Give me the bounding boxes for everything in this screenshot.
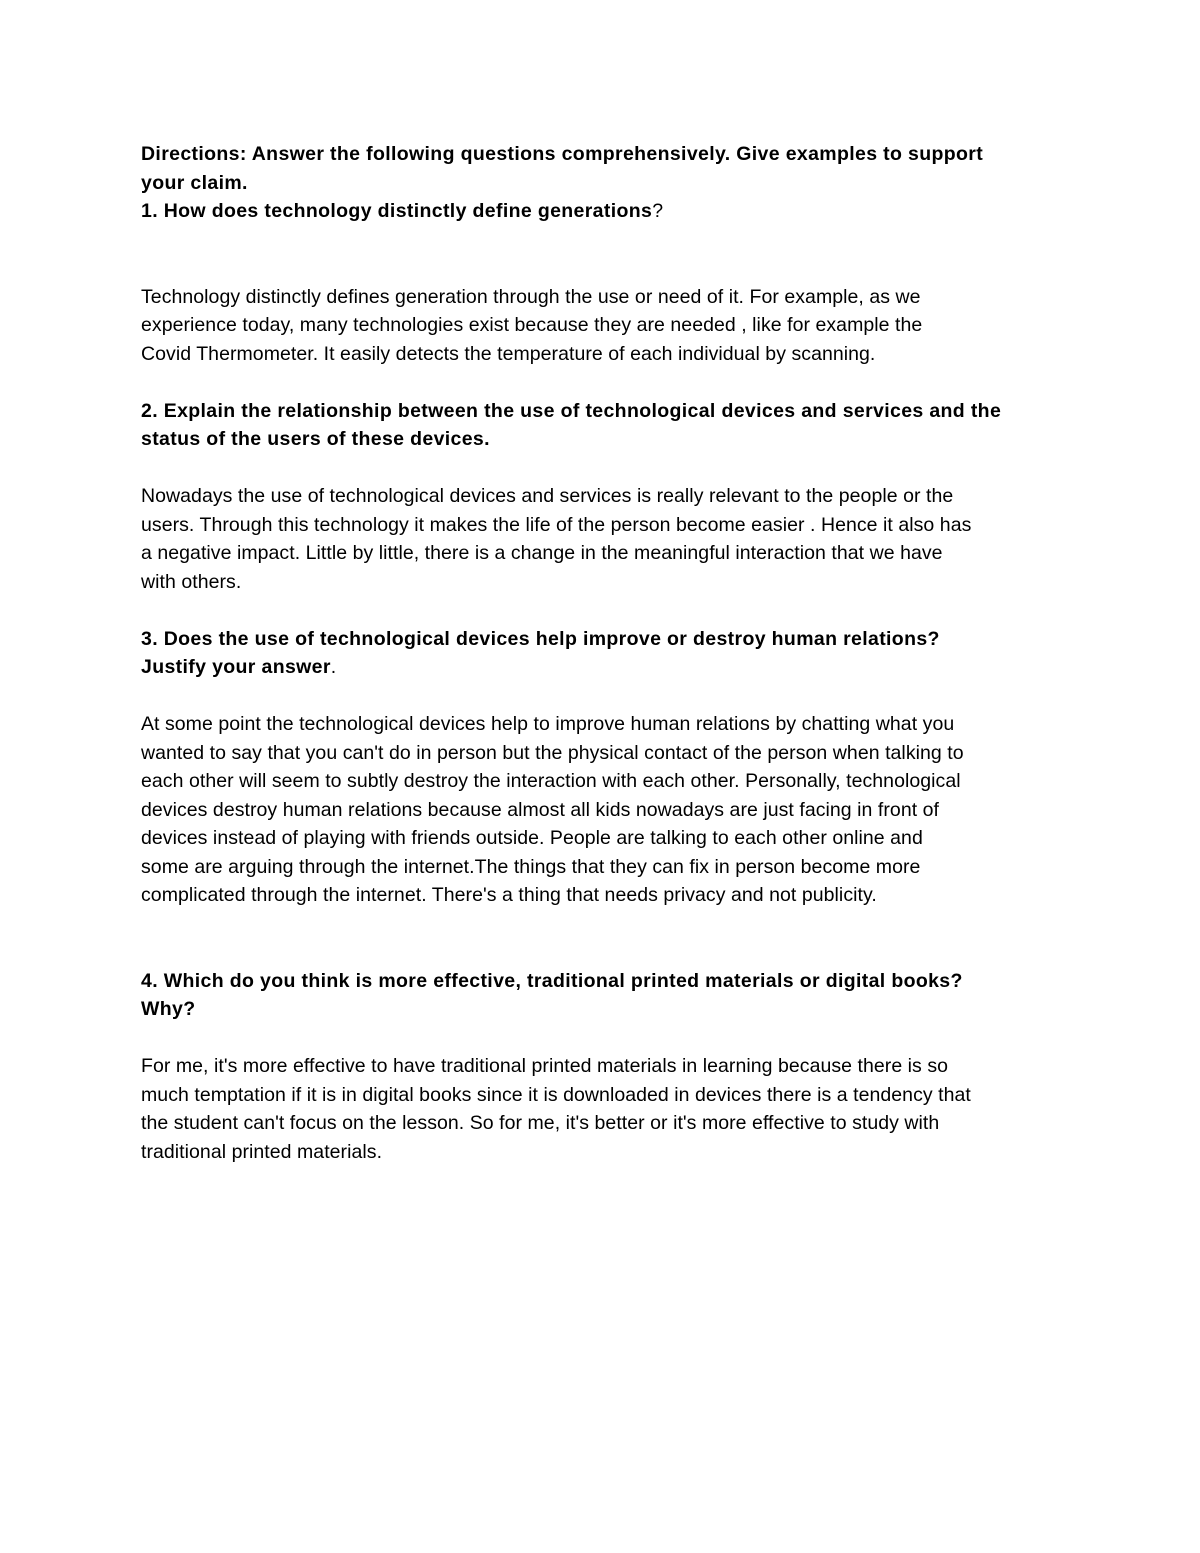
document-page (141, 140, 1066, 1166)
question-3-tail: . (330, 656, 337, 678)
answer-1-line: Covid Thermometer. It easily detects the temperature of each individual by scanning. (141, 342, 876, 365)
answer-3-line: each other will seem to subtly destroy the interaction with each other. Personally, technological (141, 770, 961, 792)
question-2-line: status of the users of these devices. (141, 428, 490, 450)
directions-line-1: Directions: Answer the following questions comprehensively. Give examples to support (141, 143, 984, 165)
answer-3-line: At some point the technological devices help to improve human relations by chatting what you (141, 713, 955, 735)
question-3-line: 3. Does the use of technological devices help improve or destroy human relations? (141, 627, 940, 650)
answer-2-line: a negative impact. Little by little, there is a change in the meaningful interaction that we have (141, 542, 943, 564)
question-3-text: Justify your answer (141, 656, 331, 678)
answer-3-line: devices instead of playing with friends outside. People are talking to each other online and (141, 827, 923, 849)
question-1-tail: ? (652, 200, 664, 222)
answer-3-line: complicated through the internet. There's a thing that needs privacy and not publicity. (141, 884, 877, 906)
answer-4-line: the student can't focus on the lesson. So for me, it's better or it's more effective to study with (141, 1112, 940, 1134)
answer-4-line: much temptation if it is in digital books since it is downloaded in devices there is a tendency that (141, 1083, 971, 1106)
question-1 (141, 197, 1066, 226)
question-4-line: Why? (141, 998, 196, 1020)
question-3-line (141, 653, 1066, 682)
answer-3-line: wanted to say that you can't do in person but the physical contact of the person when talking to (141, 741, 964, 764)
answer-2-line: Nowadays the use of technological devices and services is really relevant to the people or the (141, 485, 954, 507)
question-4-line: 4. Which do you think is more effective, traditional printed materials or digital books? (141, 969, 963, 992)
answer-3-line: some are arguing through the internet.The things that they can fix in person become more (141, 855, 921, 878)
answer-1-line: experience today, many technologies exist because they are needed , like for example the (141, 314, 923, 336)
answer-4-line: traditional printed materials. (141, 1140, 383, 1163)
directions-line-2: your claim. (141, 171, 248, 194)
answer-1-line: Technology distinctly defines generation through the use or need of it. For example, as we (141, 285, 921, 308)
answer-4-line: For me, it's more effective to have traditional printed materials in learning because there is so (141, 1055, 949, 1077)
question-2-line: 2. Explain the relationship between the use of technological devices and services and the (141, 399, 1002, 422)
answer-2-line: with others. (141, 570, 242, 593)
question-1-text: 1. How does technology distinctly define generations (141, 200, 653, 222)
answer-3-line: devices destroy human relations because almost all kids nowadays are just facing in front of (141, 798, 940, 821)
answer-2-line: users. Through this technology it makes the life of the person become easier . Hence it also has (141, 513, 972, 536)
